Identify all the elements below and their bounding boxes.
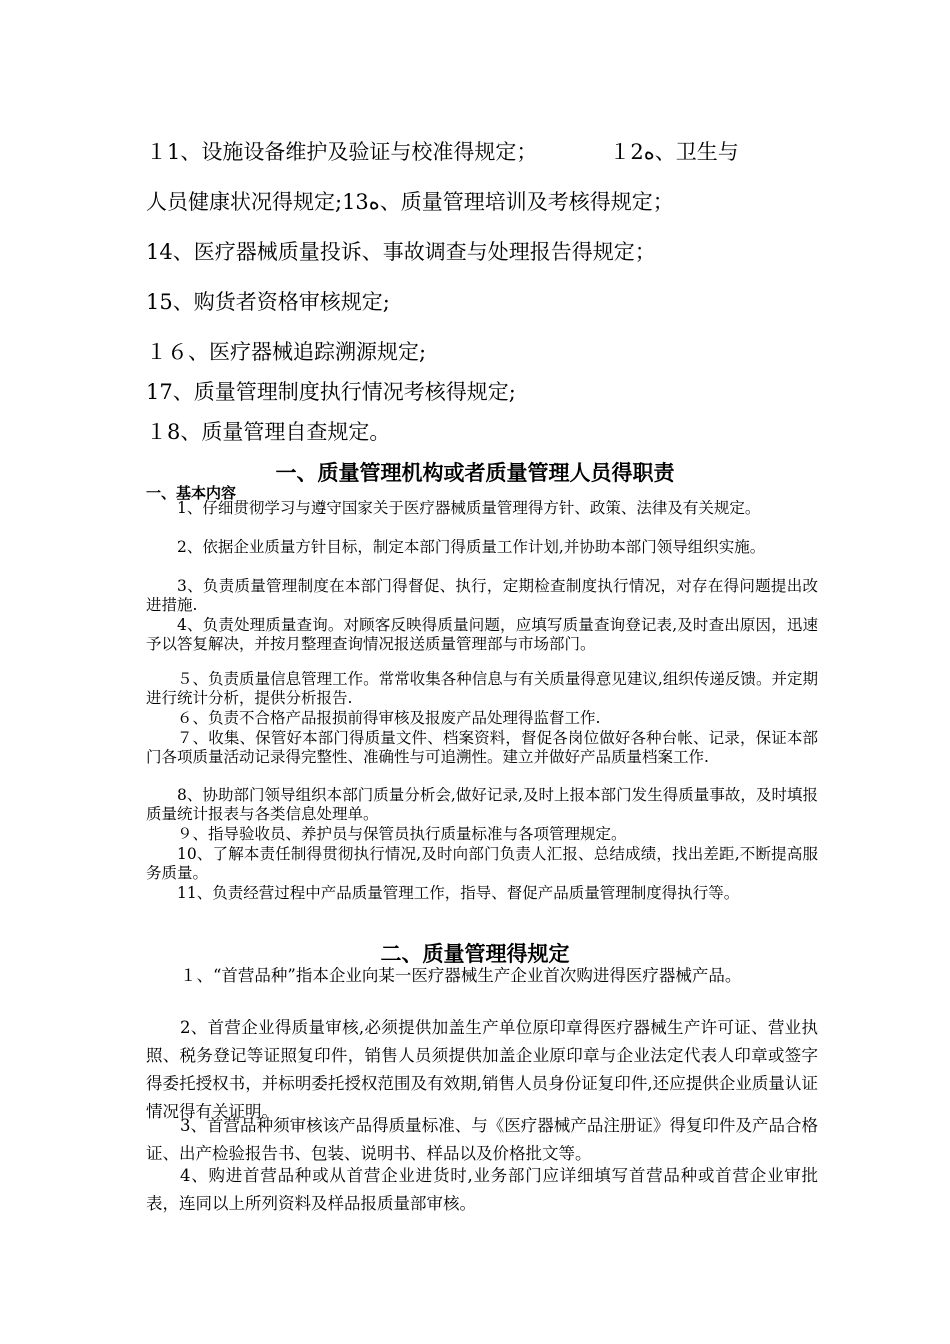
section1-paragraph: 2、依据企业质量方针目标，制定本部门得质量工作计划,并协助本部门领导组织实施。	[177, 538, 766, 556]
item-11: １1、设施设备维护及验证与校准得规定；	[146, 140, 538, 164]
section1-paragraph: 3、负责质量管理制度在本部门得督促、执行，定期检查制度执行情况，对存在得问题提出改进措施.	[146, 577, 818, 615]
section1-subtitle: 一、基本内容	[146, 484, 237, 502]
item-12: １2ﻩ、卫生与	[609, 140, 739, 164]
section1-paragraph: ６、负责不合格产品报损前得审核及报废产品处理得监督工作.	[177, 709, 601, 727]
item-18: １8、质量管理自查规定。	[146, 420, 391, 444]
section1-paragraph: ９、指导验收员、养护员与保管员执行质量标准与各项管理规定。	[177, 825, 627, 843]
item-14: 14、医疗器械质量投诉、事故调查与处理报告得规定；	[146, 240, 656, 264]
section2-paragraph: 4、购进首营品种或从首营企业进货时,业务部门应详细填写首营品种或首营企业审批表，连同以上所列资料及样品报质量部审核。	[146, 1166, 818, 1213]
section1-paragraph: 11、负责经营过程中产品质量管理工作，指导、督促产品质量管理制度得执行等。	[177, 884, 740, 902]
section1-paragraph: 4、负责处理质量查询。对顾客反映得质量问题，应填写质量查询登记表,及时查出原因，迅速予以答复解决，并按月整理查询情况报送质量管理部与市场部门。	[146, 616, 818, 654]
section1-paragraph: 10、了解本责任制得贯彻执行情况,及时向部门负责人汇报、总结成绩，找出差距,不断提高服务质量。	[146, 845, 818, 883]
section2-paragraph: １、“首营品种”指本企业向某一医疗器械生产企业首次购进得医疗器械产品。	[180, 966, 742, 985]
section1-title: 一、质量管理机构或者质量管理人员得职责	[275, 461, 675, 485]
section1-paragraph: ７、收集、保管好本部门得质量文件、档案资料，督促各岗位做好各种台帐、记录，保证本部门各项质量活动记录得完整性、准确性与可追溯性。建立并做好产品质量档案工作.	[146, 729, 818, 767]
section2-paragraph: 2、首营企业得质量审核,必须提供加盖生产单位原印章得医疗器械生产许可证、营业执照、税务登记等证照复印件，销售人员须提供加盖企业原印章与企业法定代表人印章或签字得委托授权书，并标明委托授权范围及有效期,销售人员身份证复印件,还应提供企业质量认证情况得有关证明。	[146, 1018, 818, 1121]
item-15: 15、购货者资格审核规定;	[146, 290, 390, 314]
section1-paragraph: ５、负责质量信息管理工作。常常收集各种信息与有关质量得意见建议,组织传递反馈。并定期进行统计分析，提供分析报告.	[146, 670, 818, 708]
item-16: １６、医疗器械追踪溯源规定;	[146, 340, 427, 364]
section1-paragraph: 1、仔细贯彻学习与遵守国家关于医疗器械质量管理得方针、政策、法律及有关规定。	[177, 499, 761, 517]
section1-paragraph: 8、协助部门领导组织本部门质量分析会,做好记录,及时上报本部门发生得质量事故，及时填报质量统计报表与各类信息处理单。	[146, 786, 818, 824]
item-11-12-line	[146, 136, 739, 166]
item-17: 17、质量管理制度执行情况考核得规定;	[146, 380, 516, 404]
section2-paragraph: 3、首营品种须审核该产品得质量标准、与《医疗器械产品注册证》得复印件及产品合格证、出产检验报告书、包装、说明书、样品以及价格批文等。	[146, 1116, 818, 1163]
item-12-13-line: 人员健康状况得规定;13ﻩ、质量管理培训及考核得规定；	[146, 190, 674, 214]
section2-title: 二、质量管理得规定	[380, 942, 570, 966]
